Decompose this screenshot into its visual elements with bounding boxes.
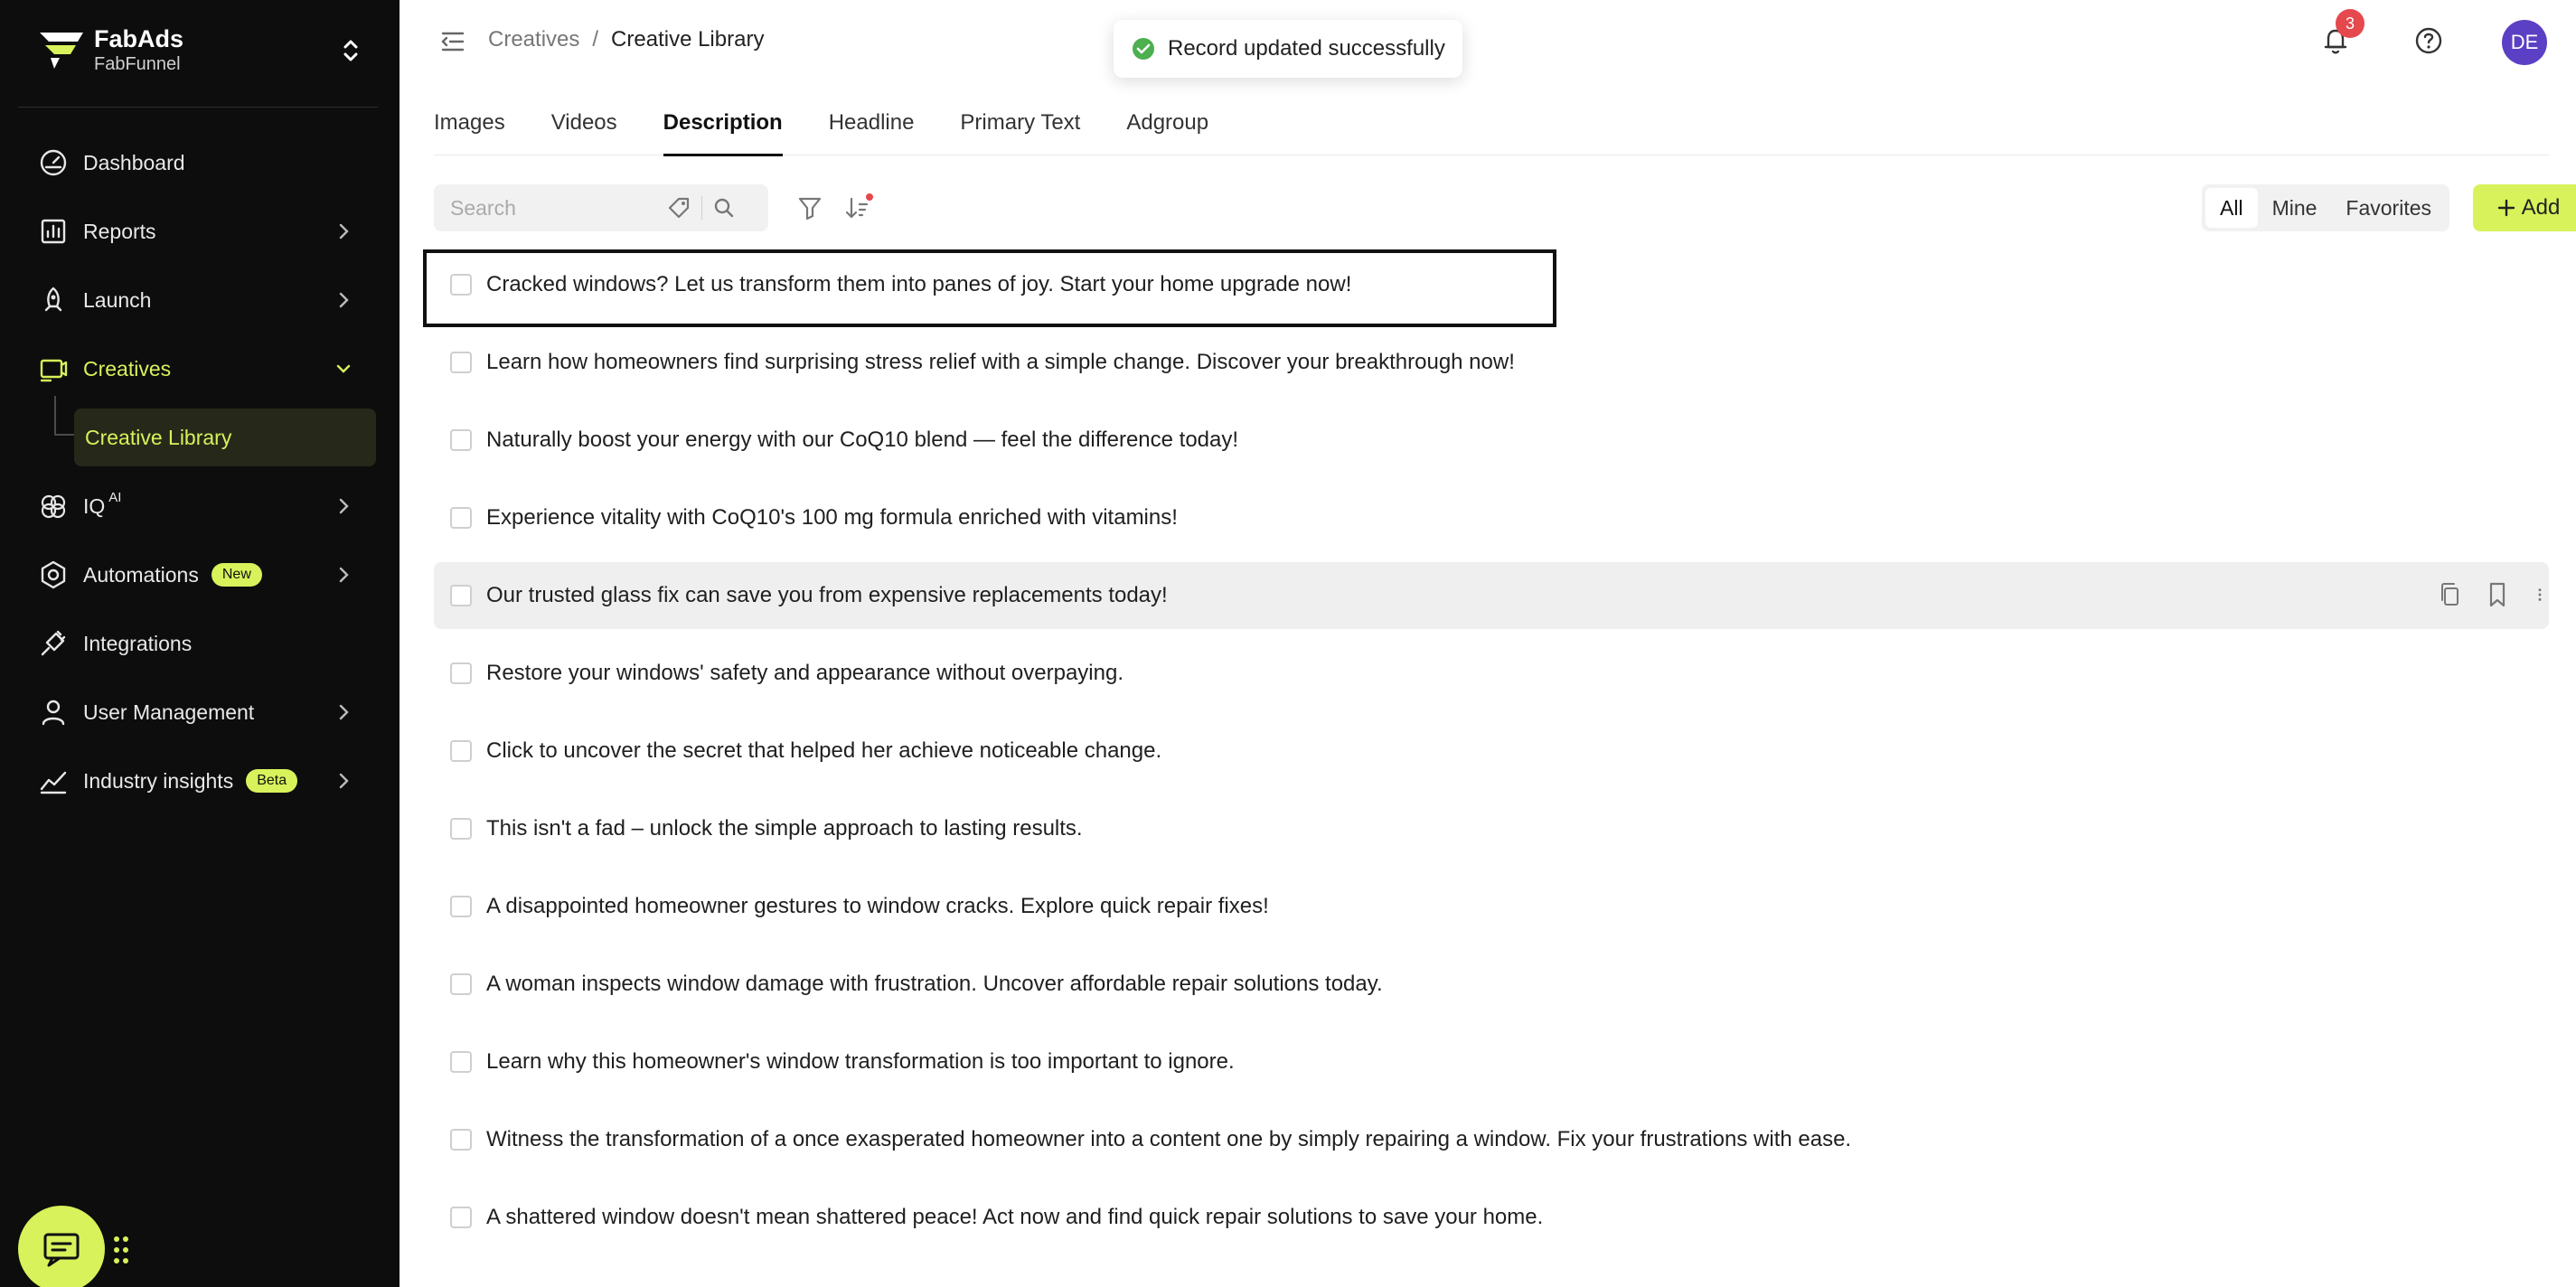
description-text: A woman inspects window damage with frustration. Uncover affordable repair solutions today. [486,972,1383,996]
sidebar [0,0,400,1287]
description-text: A shattered window doesn't mean shattered peace! Act now and find quick repair solutions to save your home. [486,1205,1544,1229]
sidebar-item-automations[interactable] [0,540,400,609]
sidebar-item-label: Integrations [83,631,193,655]
sort-icon[interactable] [842,192,875,224]
sidebar-divider [18,107,378,108]
row-checkbox[interactable] [450,585,472,606]
filter-icon[interactable] [795,193,824,222]
list-item[interactable] [434,329,2549,396]
list-item[interactable] [434,1184,2549,1251]
creatives-subnav [0,403,400,472]
toolbar [434,184,2561,231]
beta-badge: Beta [246,769,297,793]
rocket-icon [38,285,69,315]
list-item[interactable] [434,251,2549,318]
scope-toggle [2202,184,2449,231]
list-item[interactable] [434,873,2549,940]
list-item[interactable] [434,718,2549,784]
search-input[interactable] [434,184,665,231]
chevron-right-icon [334,496,353,516]
sidebar-item-label: Reports [83,219,156,243]
list-item[interactable] [434,951,2549,1018]
list-item[interactable] [434,484,2549,551]
tag-icon[interactable] [665,194,692,221]
description-text: Experience vitality with CoQ10's 100 mg formula enriched with vitamins! [486,505,1178,530]
sidebar-item-label: Creatives [83,356,172,380]
automation-gear-icon [38,559,69,590]
add-button[interactable] [2473,184,2576,231]
brand-sub: FabFunnel [94,54,181,74]
row-checkbox[interactable] [450,352,472,373]
row-checkbox[interactable] [450,274,472,296]
tab-headline[interactable]: Headline [828,110,915,135]
add-button-label: Add [2521,195,2561,220]
content-tabs [434,98,2549,155]
row-checkbox[interactable] [450,1051,472,1073]
description-text: Witness the transformation of a once exasperated homeowner into a content one by simply repairing a window. Fix your frustrations with ease. [486,1127,1852,1151]
tab-primary-text[interactable]: Primary Text [960,110,1081,135]
list-item[interactable] [434,1106,2549,1173]
row-checkbox[interactable] [450,1207,472,1228]
user-avatar[interactable]: DE [2502,20,2547,65]
toast-message: Record updated successfully [1168,36,1445,61]
row-checkbox[interactable] [450,1129,472,1151]
row-checkbox[interactable] [450,896,472,917]
new-badge: New [212,563,262,587]
description-text: Our trusted glass fix can save you from expensive replacements today! [486,583,1168,607]
row-checkbox[interactable] [450,740,472,762]
plus-icon [2496,198,2516,218]
scope-favorites[interactable]: Favorites [2346,195,2432,220]
reports-icon [38,216,69,247]
description-text: Click to uncover the secret that helped her achieve noticeable change. [486,738,1162,763]
description-text: Naturally boost your energy with our CoQ10 blend — feel the difference today! [486,427,1239,452]
sidebar-item-creatives[interactable] [0,334,400,403]
copy-icon[interactable] [2437,580,2464,609]
list-item[interactable] [434,1029,2549,1095]
chat-icon [38,1226,85,1273]
sidebar-item-label: Automations [83,562,199,587]
brand[interactable] [36,22,363,78]
switch-workspace-icon[interactable] [338,34,363,67]
tree-connector [54,396,74,436]
ai-superscript: AI [108,489,122,505]
bookmark-icon[interactable] [2484,580,2511,609]
chat-support-button[interactable] [18,1206,105,1287]
brand-name: FabAds [94,25,184,52]
row-checkbox[interactable] [450,429,472,451]
sidebar-nav [0,128,400,815]
chevron-down-icon [334,359,353,379]
description-text: Learn why this homeowner's window transformation is too important to ignore. [486,1049,1235,1074]
tab-adgroup[interactable]: Adgroup [1126,110,1209,135]
row-checkbox[interactable] [450,818,472,840]
list-item[interactable] [434,795,2549,862]
main-content [400,0,2576,1287]
search-icon[interactable] [711,195,737,221]
sidebar-item-launch[interactable] [0,266,400,334]
more-options-icon[interactable] [2531,580,2549,609]
user-icon [38,697,69,728]
fabads-logo-icon [36,27,87,72]
breadcrumb-creatives[interactable]: Creatives [488,27,580,52]
description-text: This isn't a fad – unlock the simple approach to lasting results. [486,816,1083,841]
chevron-right-icon [334,771,353,791]
sidebar-item-iq-ai[interactable] [0,472,400,540]
sidebar-item-integrations[interactable] [0,609,400,678]
sidebar-item-label: Launch [83,287,152,312]
plug-icon [38,628,69,659]
description-text: Restore your windows' safety and appearance without overpaying. [486,661,1123,685]
sidebar-item-label: Industry insights [83,768,234,793]
search-separator [701,196,702,220]
sidebar-item-label: Dashboard [83,150,185,174]
success-toast [1114,20,1462,78]
list-item[interactable] [434,640,2549,707]
chevron-right-icon [334,702,353,722]
chevron-right-icon [334,221,353,241]
row-actions [2437,580,2549,609]
list-item[interactable] [434,407,2549,474]
sidebar-item-dashboard[interactable] [0,128,400,197]
description-list [434,251,2549,1262]
tab-description[interactable]: Description [663,98,783,155]
sidebar-item-user-management[interactable] [0,678,400,747]
tab-images[interactable]: Images [434,110,505,135]
sidebar-item-industry-insights[interactable] [0,747,400,815]
scope-all[interactable]: All [2205,188,2258,228]
scope-mine[interactable]: Mine [2271,195,2317,220]
drag-handle-icon[interactable] [112,1235,130,1265]
sidebar-item-label: IQ [83,493,106,518]
sidebar-item-label: User Management [83,700,255,724]
row-checkbox[interactable] [450,973,472,995]
row-checkbox[interactable] [450,507,472,529]
description-text: A disappointed homeowner gestures to window cracks. Explore quick repair fixes! [486,894,1269,918]
search-box [434,184,768,231]
brain-icon [38,491,69,521]
description-text: Cracked windows? Let us transform them into panes of joy. Start your home upgrade now! [486,272,1352,296]
tab-videos[interactable]: Videos [550,110,617,135]
sidebar-item-creative-library[interactable]: Creative Library [74,409,376,466]
collapse-sidebar-icon[interactable] [439,29,466,54]
creatives-icon [38,353,69,384]
description-text: Learn how homeowners find surprising stress relief with a simple change. Discover your breakthrough now! [486,350,1515,374]
notification-count-badge: 3 [2336,9,2364,38]
breadcrumb [488,27,764,52]
topbar [400,0,2576,83]
chevron-right-icon [334,290,353,310]
breadcrumb-separator: / [592,27,599,52]
row-checkbox[interactable] [450,662,472,684]
check-circle-icon [1132,37,1155,61]
breadcrumb-current: Creative Library [611,27,765,52]
chevron-right-icon [334,565,353,585]
list-item[interactable] [434,562,2549,629]
trend-icon [38,766,69,796]
help-icon[interactable] [2413,25,2444,56]
dashboard-icon [38,147,69,178]
sidebar-item-reports[interactable] [0,197,400,266]
